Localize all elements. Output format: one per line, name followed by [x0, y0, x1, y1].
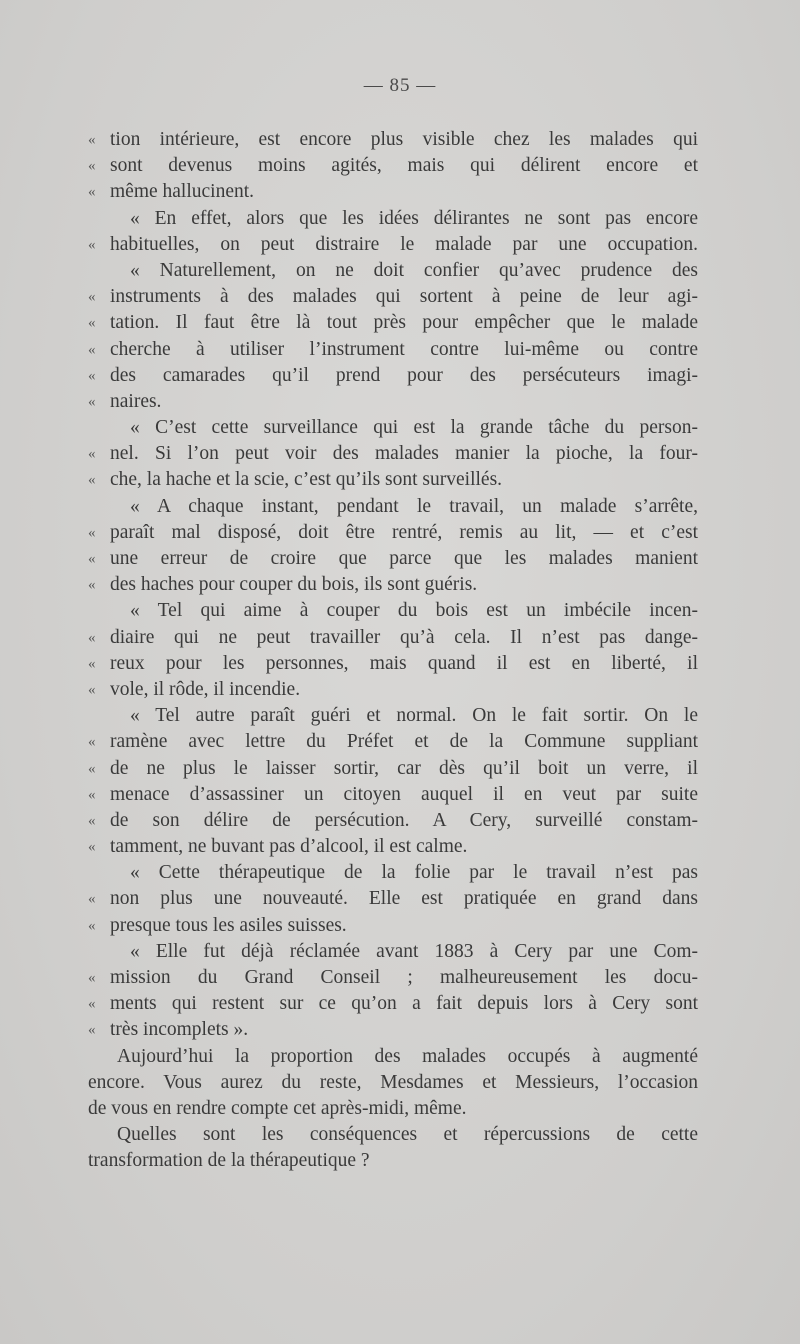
text-line	[88, 1096, 698, 1122]
line-text: sont devenus moins agités, mais qui délirent encore et	[110, 155, 698, 177]
line-text: de son délire de persécution. A Cery, surveillé constam-	[110, 809, 698, 831]
line-text: transformation de la thérapeutique ?	[88, 1150, 370, 1172]
text-line	[88, 625, 698, 651]
text-line	[88, 572, 698, 598]
text-line	[88, 310, 698, 336]
line-text: Aujourd’hui la proportion des malades occupés à augmenté	[117, 1045, 698, 1067]
text-line	[88, 415, 698, 441]
quote-mark: «	[88, 655, 96, 672]
line-text: tion intérieure, est encore plus visible chez les malades qui	[110, 129, 698, 150]
quote-mark: «	[88, 891, 96, 908]
line-text: « Elle fut déjà réclamée avant 1883 à Cery par une Com-	[130, 940, 698, 962]
text-line	[88, 651, 698, 677]
quote-mark: «	[88, 734, 96, 751]
quote-mark: «	[88, 970, 96, 986]
line-text: très incomplets ».	[110, 1019, 249, 1041]
line-text: « C’est cette surveillance qui est la grande tâche du person-	[130, 417, 698, 439]
text-line	[88, 991, 698, 1017]
quote-mark: «	[88, 367, 96, 384]
quote-mark: «	[88, 472, 96, 489]
text-line	[88, 232, 698, 258]
text-line	[88, 546, 698, 572]
text-line	[88, 1148, 698, 1174]
line-text: vole, il rôde, il incendie.	[110, 678, 301, 700]
line-text: ments qui restent sur ce qu’on a fait depuis lors à Cery sont	[110, 993, 698, 1015]
quote-mark: «	[88, 446, 96, 463]
quote-mark: «	[88, 236, 96, 253]
line-text: tamment, ne buvant pas d’alcool, il est calme.	[110, 836, 468, 858]
quote-mark: «	[88, 393, 96, 410]
line-text: diaire qui ne peut travailler qu’à cela. Il n’est pas dange-	[110, 626, 698, 648]
quote-mark: «	[88, 839, 96, 856]
line-text: « Tel autre paraît guéri et normal. On le fait sortir. On le	[130, 705, 698, 727]
line-text: cherche à utiliser l’instrument contre lui-même ou contre	[110, 338, 698, 360]
quote-mark: «	[88, 996, 96, 1013]
text-line	[88, 598, 698, 624]
line-text: habituelles, on peut distraire le malade par une occupation.	[110, 233, 698, 255]
line-text: reux pour les personnes, mais quand il est en liberté, il	[110, 652, 698, 674]
text-line	[88, 1044, 698, 1070]
line-text: presque tous les asiles suisses.	[110, 914, 347, 936]
line-text: tation. Il faut être là tout près pour empêcher que le malade	[110, 312, 698, 334]
quote-mark: «	[88, 132, 96, 148]
text-line	[88, 389, 698, 415]
page-number: — 85 —	[363, 75, 437, 96]
quote-mark: «	[88, 184, 96, 201]
quote-mark: «	[88, 551, 96, 567]
quote-mark: «	[88, 760, 96, 777]
quote-mark: «	[88, 577, 96, 594]
quote-mark: «	[88, 786, 96, 803]
line-text: che, la hache et la scie, c’est qu’ils sont surveillés.	[110, 469, 503, 491]
line-text: naires.	[110, 390, 162, 412]
text-line	[88, 206, 698, 232]
text-line	[88, 467, 698, 493]
text-line	[88, 284, 698, 310]
line-text: nel. Si l’on peut voir des malades manier la pioche, la four-	[110, 443, 698, 465]
line-text: « Tel qui aime à couper du bois est un imbécile incen-	[130, 600, 698, 622]
text-line	[88, 127, 698, 153]
quote-mark: «	[88, 629, 96, 646]
text-line	[88, 520, 698, 546]
text-line	[88, 782, 698, 808]
text-line	[88, 337, 698, 363]
text-line	[88, 1070, 698, 1096]
quote-mark: «	[88, 315, 96, 332]
text-line	[88, 363, 698, 389]
line-text: ramène avec lettre du Préfet et de la Commune suppliant	[110, 731, 698, 753]
line-text: de vous en rendre compte cet après-midi, même.	[88, 1097, 467, 1119]
quote-mark: «	[88, 524, 96, 541]
line-text: mission du Grand Conseil ; malheureusement les docu-	[110, 967, 698, 988]
line-text: Quelles sont les conséquences et répercussions de cette	[117, 1124, 698, 1146]
line-text: « A chaque instant, pendant le travail, un malade s’arrête,	[130, 495, 698, 517]
quote-mark: «	[88, 341, 96, 358]
text-line	[88, 153, 698, 179]
quote-mark: «	[88, 289, 96, 306]
text-line	[88, 179, 698, 205]
line-text: des camarades qu’il prend pour des persécuteurs imagi-	[110, 364, 698, 386]
line-text: « Naturellement, on ne doit confier qu’avec prudence des	[130, 259, 698, 281]
line-text: une erreur de croire que parce que les malades manient	[110, 548, 698, 569]
line-text: instruments à des malades qui sortent à peine de leur agi-	[110, 286, 698, 308]
line-text: paraît mal disposé, doit être rentré, remis au lit, — et c’est	[110, 521, 698, 543]
text-line	[88, 441, 698, 467]
quote-mark: «	[88, 681, 96, 698]
text-line	[88, 1017, 698, 1043]
line-text: même hallucinent.	[110, 181, 255, 203]
text-line	[88, 860, 698, 886]
text-line	[88, 808, 698, 834]
text-line	[88, 729, 698, 755]
line-text: encore. Vous aurez du reste, Mesdames et Messieurs, l’occasion	[88, 1071, 698, 1093]
line-text: non plus une nouveauté. Elle est pratiquée en grand dans	[110, 888, 698, 910]
line-text: de ne plus le laisser sortir, car dès qu’il boit un verre, il	[110, 757, 698, 779]
body-text	[88, 127, 698, 1175]
text-line	[88, 677, 698, 703]
line-text: « En effet, alors que les idées délirantes ne sont pas encore	[130, 207, 698, 229]
text-line	[88, 1122, 698, 1148]
quote-mark: «	[88, 917, 96, 934]
text-line	[88, 886, 698, 912]
quote-mark: «	[88, 158, 96, 175]
quote-mark: «	[88, 812, 96, 829]
text-line	[88, 494, 698, 520]
text-line	[88, 703, 698, 729]
quote-mark: «	[88, 1022, 96, 1039]
line-text: « Cette thérapeutique de la folie par le travail n’est pas	[130, 862, 698, 884]
text-line	[88, 834, 698, 860]
text-line	[88, 965, 698, 991]
line-text: menace d’assassiner un citoyen auquel il en veut par suite	[110, 783, 698, 805]
text-line	[88, 913, 698, 939]
text-line	[88, 258, 698, 284]
text-line	[88, 939, 698, 965]
line-text: des haches pour couper du bois, ils sont guéris.	[110, 574, 478, 596]
text-line	[88, 756, 698, 782]
